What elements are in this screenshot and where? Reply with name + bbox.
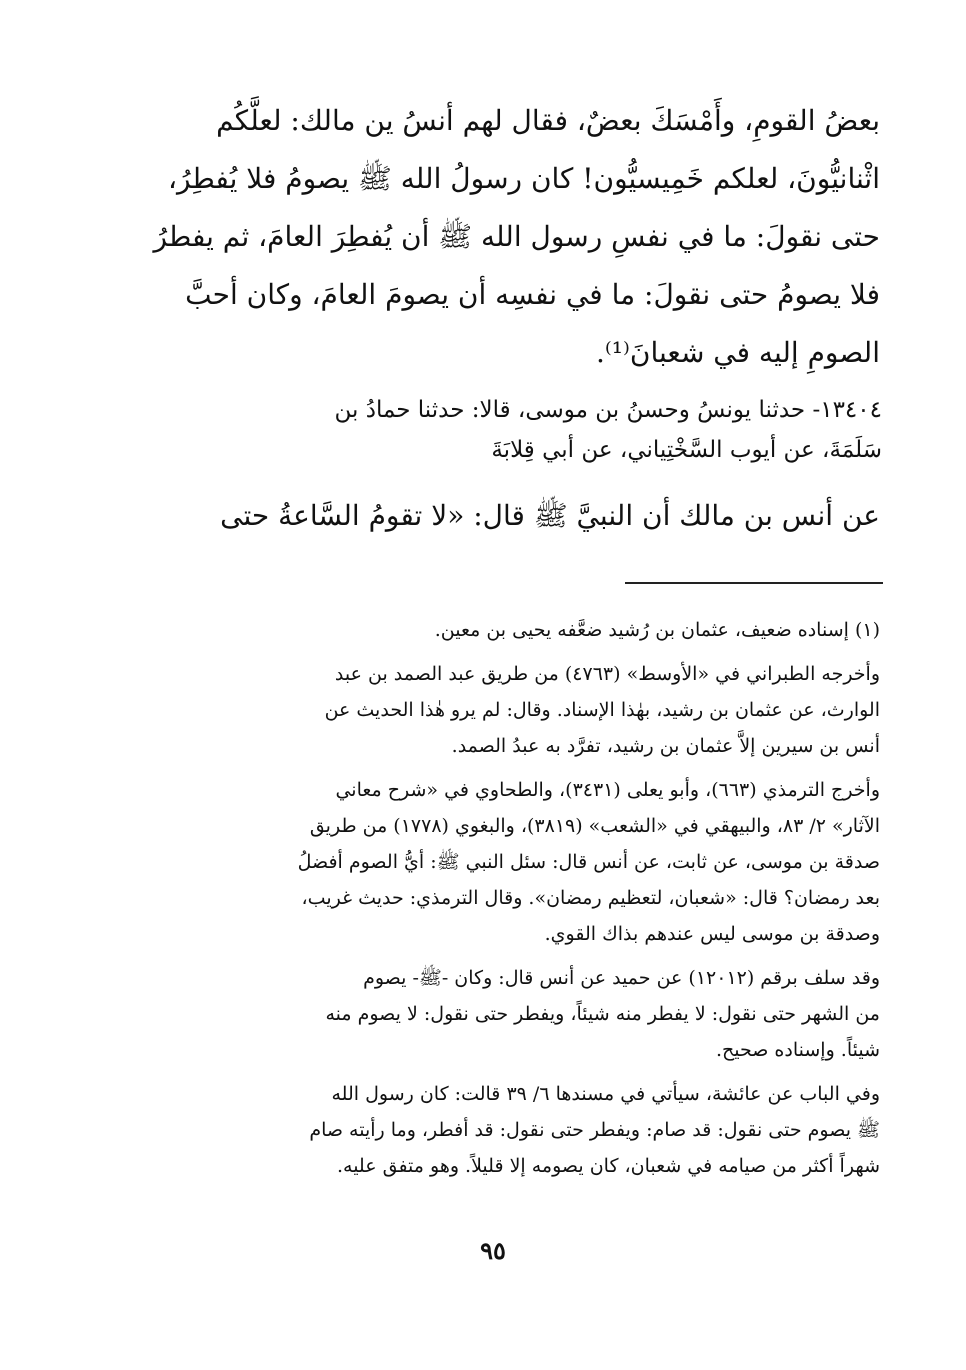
isnad-line: سَلَمَةَ، عن أيوب السَّخْتِياني، عن أبي قِلابَةَ [491, 437, 882, 463]
footnotes-block [168, 612, 880, 1192]
footnote-line: الآثار» ٢/ ٨٣، والبيهقي في «الشعب» (٣٨١٩)، والبغوي (١٧٧٨) من طريق [309, 815, 880, 837]
main-text-line: فلا يصومُ حتى نقولَ: ما في نفسِه أن يصومَ العامَ، وكان أحبَّ [185, 278, 880, 311]
footnote-line: وأخرج الترمذي (٦٦٣)، وأبو يعلى (٣٤٣١)، والطحاوي في «شرح معاني [335, 779, 880, 801]
footnote-line: وقد سلف برقم (١٢٠١٢) عن حميد عن أنس قال: وكان -ﷺ- يصوم [363, 967, 880, 989]
page-number: ٩٥ [480, 1236, 506, 1265]
footnote-separator [625, 582, 883, 584]
main-text-line: الصومِ إليه في شعبانَ⁽¹⁾. [596, 336, 880, 369]
main-text-line: اثْنانيُّونَ، لعلكم خَمِيسيُّون! كان رسولُ الله ﷺ يصومُ فلا يُفطِرُ، [167, 162, 880, 195]
footnote-line: ﷺ يصوم حتى نقول: قد صام: ويفطر حتى نقول: قد أفطر، وما رأيته صام [309, 1119, 880, 1141]
footnote-paragraph [168, 1076, 880, 1184]
footnote-line: بعد رمضان؟ قال: «شعبان، لتعظيم رمضان». وقال الترمذي: حديث غريب، [301, 887, 880, 909]
footnote-line: من الشهر حتى نقول: لا يفطر منه شيئاً، ويفطر حتى نقول: لا يصوم منه [325, 1003, 880, 1025]
footnote-paragraph [168, 960, 880, 1068]
main-text-block [153, 92, 880, 382]
footnote-line: الوارث، عن عثمان بن رشيد، بهٰذا الإسناد. وقال: لم يرو هٰذا الحديث عن [324, 699, 880, 721]
main-text-line: بعضُ القومِ، وأَمْسَكَ بعضٌ، فقال لهم أنسُ ين مالك: لعلَّكُم [216, 104, 880, 137]
main-text-line: حتى نقولَ: ما في نفسِ رسول الله ﷺ أن يُفطِرَ العامَ، ثم يفطرُ [153, 220, 880, 253]
footnote-paragraph [168, 772, 880, 952]
footnote-line: شهراً أكثر من صيامه في شعبان، كان يصومه إلا قليلاً. وهو متفق عليه. [336, 1155, 880, 1177]
footnote-line: وأخرجه الطبراني في «الأوسط» (٤٧٦٣) من طريق عبد الصمد بن عبد [334, 663, 880, 685]
hadith-isnad [182, 390, 882, 470]
footnote-line: صدقة بن موسى، عن ثابت، عن أنس قال: سئل النبي ﷺ: أيُّ الصوم أفضلُ [297, 851, 880, 873]
footnote-line: شيئاً. وإسناده صحيح. [715, 1039, 880, 1061]
footnote-line: وفي الباب عن عائشة، سيأتي في مسندها ٦/ ٣٩ قالت: كان رسول الله [331, 1083, 880, 1105]
footnote-paragraph [168, 656, 880, 764]
footnote-line: (١) إسناده ضعيف، عثمان بن رُشيد ضعَّفه يحيى بن معين. [434, 619, 880, 641]
isnad-line: ١٣٤٠٤- حدثنا يونسُ وحسنُ بن موسى، قالا: حدثنا حمادُ بن [334, 397, 882, 423]
footnote-line: وصدقة بن موسى ليس عندهم بذاك القوي. [544, 923, 880, 945]
hadith-matn: عن أنس بن مالك أن النبيَّ ﷺ قال: «لا تقومُ السَّاعةُ حتى [220, 499, 880, 532]
footnote-paragraph [168, 612, 880, 648]
footnote-line: أنس بن سيرين إلاَّ عثمان بن رشيد، تفرَّد به عبدُ الصمد. [451, 735, 880, 757]
